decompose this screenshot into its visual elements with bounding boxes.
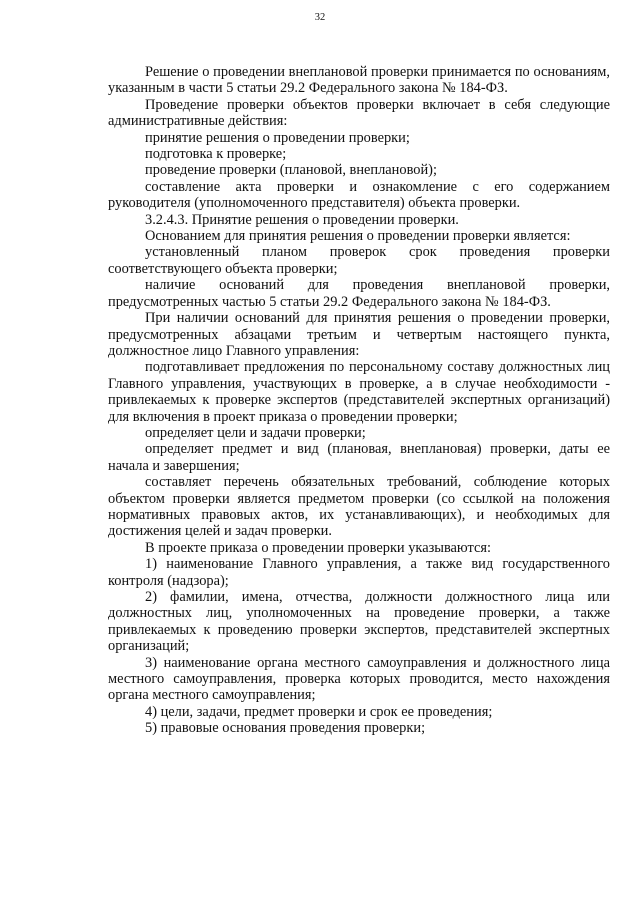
list-item-decision: принятие решения о проведении проверки; [145, 129, 410, 146]
paragraph-inspection-actions-intro: Проведение проверки объектов проверки включает в себя следующие административные действия: [108, 96, 610, 130]
list-item-subject-and-dates: определяет предмет и вид (плановая, внеплановая) проверки, даты ее начала и завершения; [108, 441, 610, 474]
list-item-act-drafting: составление акта проверки и ознакомление с его содержанием руководителя (уполномоченного представителя) объекта проверки. [108, 178, 610, 212]
numbered-item-2: 2) фамилии, имена, отчества, должности должностного лица или должностных лиц, уполномоченных на проведение проверки, а также привлекаемых к проведению проверки экспертов, представителей экспертных организаций; [108, 589, 610, 655]
paragraph-decision-grounds-intro: Основанием для принятия решения о проведении проверки является: [145, 228, 571, 245]
page-number: 32 [314, 12, 326, 23]
paragraph-official-duties-intro: При наличии оснований для принятия решения о проведении проверки, предусмотренных абзацами третьим и четвертым настоящего пункта, должностное лицо Главного управления: [108, 310, 610, 359]
numbered-item-5: 5) правовые основания проведения проверки; [145, 720, 426, 737]
numbered-item-1: 1) наименование Главного управления, а также вид государственного контроля (надзора); [108, 556, 610, 589]
list-item-requirements-list: составляет перечень обязательных требований, соблюдение которых объектом проверки является предметом проверки (со ссылкой на положения нормативных правовых актов, их устанавливающих), и необходимых для достижения целей и задач проверки. [108, 474, 610, 540]
paragraph-unscheduled-inspection-basis: Решение о проведении внеплановой проверки принимается по основаниям, указанным в части 5 статьи 29.2 Федерального закона № 184-ФЗ. [108, 64, 610, 97]
list-item-preparation: подготовка к проверке; [145, 146, 287, 163]
numbered-item-4: 4) цели, задачи, предмет проверки и срок ее проведения; [145, 703, 493, 720]
list-item-unscheduled-grounds: наличие оснований для проведения внеплановой проверки, предусмотренных частью 5 статьи 29.2 Федерального закона № 184-ФЗ. [108, 277, 610, 310]
document-body [108, 64, 610, 737]
section-heading-3-2-4-3: 3.2.4.3. Принятие решения о проведении проверки. [145, 211, 459, 228]
paragraph-order-contents-intro: В проекте приказа о проведении проверки указываются: [145, 539, 491, 556]
list-item-planned-deadline: установленный планом проверок срок проведения проверки соответствующего объекта проверки; [108, 244, 610, 277]
list-item-staff-proposals: подготавливает предложения по персональному составу должностных лиц Главного управления, участвующих в проверке, а в случае необходимости - привлекаемых к проверке экспертов (представителей экспертных организаций) для включения в проект приказа о проведении проверки; [108, 359, 610, 425]
list-item-goals: определяет цели и задачи проверки; [145, 424, 366, 441]
numbered-item-3: 3) наименование органа местного самоуправления и должностного лица местного самоуправления, проверка которых проводится, место нахождения органа местного самоуправления; [108, 654, 610, 704]
list-item-conducting: проведение проверки (плановой, внеплановой); [145, 162, 437, 179]
